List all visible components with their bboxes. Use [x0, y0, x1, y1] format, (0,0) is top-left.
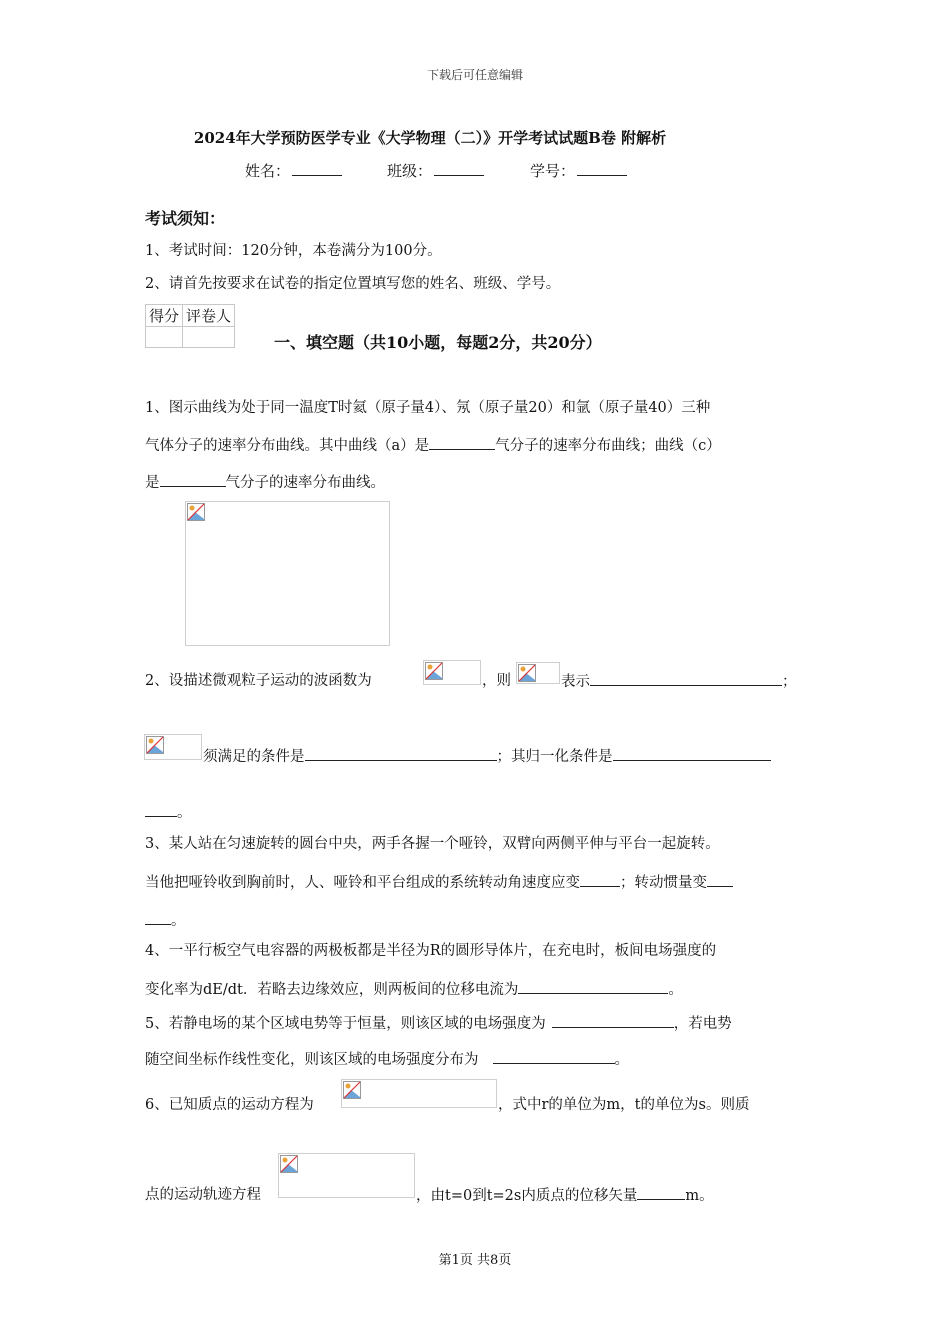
q6-trajectory-image: [278, 1153, 415, 1198]
grader-header: 评卷人: [183, 305, 235, 327]
section-title: 一、填空题（共10小题，每题2分，共20分）: [274, 333, 602, 352]
q4-text-b: 。: [668, 982, 683, 998]
q6-line-2b-wrap: [416, 1185, 714, 1206]
q2-line-2: [203, 746, 771, 767]
q1-line-1: 1、图示曲线为处于同一温度T时氦（原子量4）、氖（原子量20）和氩（原子量40）三种: [145, 400, 711, 416]
q4-line-1: 4、一平行板空气电容器的两极板都是半径为R的圆形导体片，在充电时，板间电场强度的: [145, 943, 717, 959]
header-note: 下载后可任意编辑: [426, 68, 523, 82]
q2-text-e: 须满足的条件是: [203, 749, 305, 765]
q2-blank-2: [305, 746, 497, 761]
notice-item-2: 2、请首先按要求在试卷的指定位置填写您的姓名、班级、学号。: [145, 276, 561, 292]
q2-blank-1: [590, 671, 782, 686]
q2-text-c-wrap: [561, 671, 797, 692]
q3-blank-1: [580, 872, 620, 887]
grader-cell: [183, 327, 235, 348]
q2-line-3: [145, 802, 192, 823]
q3-line-2: [145, 872, 733, 893]
exam-title: 2024年大学预防医学专业《大学物理（二）》开学考试试题B卷 附解析: [193, 129, 667, 147]
q5-text-b: ，若电势: [673, 1016, 732, 1032]
q2-blank-3: [613, 746, 771, 761]
q1-text-c: 是: [145, 475, 160, 491]
q1-blank-a: [429, 435, 495, 450]
q5-line-2: [145, 1049, 629, 1070]
name-blank: [292, 174, 342, 176]
q6-equation-image: [341, 1079, 497, 1108]
broken-image-icon: [343, 1081, 361, 1099]
q2-psi-image: [144, 734, 202, 760]
q1-figure-image: [185, 501, 390, 646]
q4-blank: [518, 979, 668, 994]
class-blank: [434, 174, 484, 176]
q1-text-b: 气分子的速率分布曲线；曲线（c）: [495, 438, 721, 454]
q5-text-d: 。: [614, 1052, 629, 1068]
id-field: [530, 160, 627, 181]
q6-text-c: m。: [685, 1188, 714, 1204]
q5-line-1: [145, 1013, 732, 1034]
q3-text-b: ；转动惯量变: [620, 875, 707, 891]
q4-text-a: 变化率为dE/dt．若略去边缘效应，则两板间的位移电流为: [145, 982, 519, 998]
q2-text-b: ，则: [482, 673, 511, 689]
q2-text-f: ；其归一化条件是: [496, 749, 613, 765]
q2-wavefunction-image: [423, 660, 481, 685]
q5-text-c: 随空间坐标作线性变化，则该区域的电场强度分布为: [145, 1052, 479, 1068]
q3-line-1: 3、某人站在匀速旋转的圆台中央，两手各握一个哑铃，双臂向两侧平伸与平台一起旋转。: [145, 836, 720, 852]
q4-line-2: [145, 979, 683, 1000]
q1-blank-c: [160, 472, 226, 487]
q3-line-3: [145, 910, 186, 931]
name-label: 姓名：: [245, 162, 291, 180]
q1-line-2: [145, 435, 721, 456]
id-blank: [577, 174, 627, 176]
class-label: 班级：: [387, 162, 433, 180]
notice-item-1: 1、考试时间：120分钟，本卷满分为100分。: [145, 243, 442, 259]
q1-text-d: 气分子的速率分布曲线。: [225, 475, 385, 491]
broken-image-icon: [146, 736, 164, 754]
id-label: 学号：: [530, 162, 576, 180]
q3-blank-2-cont: [145, 910, 171, 925]
q2-text-d: ；: [782, 674, 797, 690]
score-cell: [146, 327, 183, 348]
page-footer: 第1页 共8页: [438, 1253, 512, 1268]
notice-title: 考试须知：: [145, 209, 226, 228]
q6-blank: [637, 1185, 685, 1200]
q6-line-1b: ，式中r的单位为m，t的单位为s。则质: [498, 1097, 750, 1113]
q6-text-b: ，由t=0到t=2s内质点的位移矢量: [416, 1188, 638, 1204]
q5-text-a: 5、若静电场的某个区域电势等于恒量，则该区域的电场强度为: [145, 1016, 546, 1032]
score-header: 得分: [146, 305, 183, 327]
q3-blank-2: [707, 872, 733, 887]
q6-line-1a: 6、已知质点的运动方程为: [145, 1097, 314, 1113]
q1-text-a: 气体分子的速率分布曲线。其中曲线（a）是: [145, 438, 430, 454]
q2-text-g: 。: [177, 805, 192, 821]
broken-image-icon: [280, 1155, 298, 1173]
broken-image-icon: [187, 503, 205, 521]
q2-line-1: [145, 671, 372, 691]
q6-line-2a: 点的运动轨迹方程: [145, 1187, 261, 1203]
q2-psi-square-image: [516, 662, 560, 684]
q1-line-3: [145, 472, 385, 493]
broken-image-icon: [518, 664, 536, 682]
score-table: [145, 304, 235, 348]
name-field: [245, 160, 342, 181]
q3-text-c: 。: [171, 913, 186, 929]
q5-blank-1: [552, 1013, 674, 1028]
q2-text-c: 表示: [561, 674, 590, 690]
class-field: [387, 160, 484, 181]
q2-text-a: 2、设描述微观粒子运动的波函数为: [145, 673, 372, 689]
q3-text-a: 当他把哑铃收到胸前时，人、哑铃和平台组成的系统转动角速度应变: [145, 875, 580, 891]
q5-blank-2: [493, 1049, 615, 1064]
q2-blank-3-cont: [145, 802, 177, 817]
broken-image-icon: [425, 662, 443, 680]
